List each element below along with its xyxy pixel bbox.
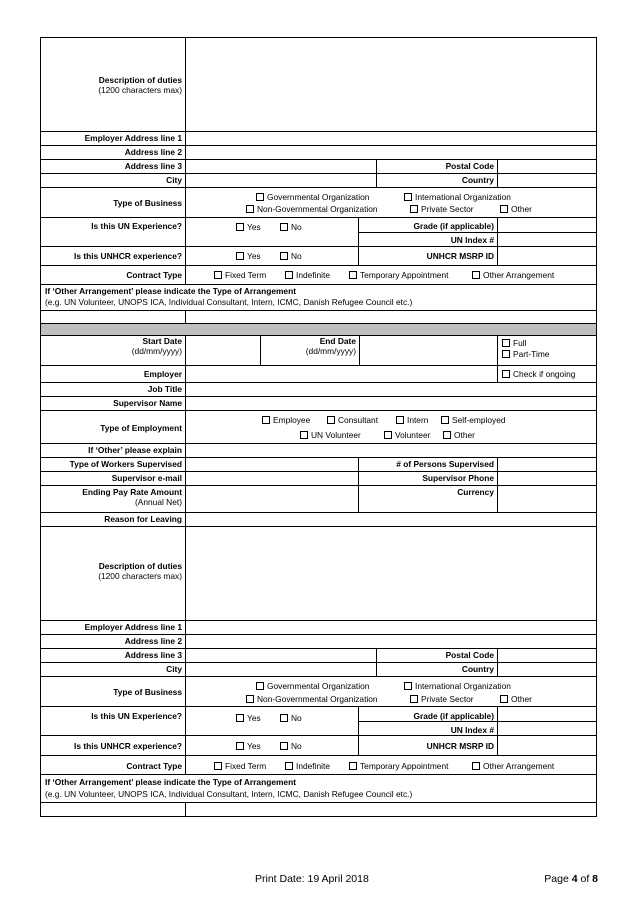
checkbox-icon	[246, 695, 254, 703]
un-experience-yes[interactable]: Yes	[230, 222, 261, 232]
other-arrangement-example: (e.g. UN Volunteer, UNOPS ICA, Individual Consultant, Intern, ICMC, Danish Refugee Council etc.)	[45, 297, 413, 307]
end-date-label: End Date (dd/mm/yyyy)	[305, 336, 356, 356]
checkbox-icon	[236, 742, 244, 750]
unhcr-experience-2-label: Is this UNHCR experience?	[74, 741, 182, 751]
checkbox-icon	[327, 416, 335, 424]
employment-option-intern[interactable]: Intern	[390, 415, 428, 425]
page-number: Page 4 of 8	[544, 873, 598, 885]
checkbox-icon	[441, 416, 449, 424]
business-option-governmental[interactable]: Governmental Organization	[250, 192, 369, 202]
address2-label: Address line 2	[124, 147, 182, 157]
checkbox-icon	[410, 205, 418, 213]
employment-form	[40, 37, 597, 817]
other-arrangement-input[interactable]	[185, 310, 597, 324]
business-option-private[interactable]: Private Sector	[404, 204, 474, 214]
description-2-input[interactable]	[185, 526, 597, 621]
unhcr-experience-2-options-cell	[185, 735, 359, 756]
full-time-option[interactable]: Full	[496, 338, 527, 348]
job-title-input[interactable]	[185, 382, 597, 397]
supervisor-phone-label: Supervisor Phone	[422, 473, 494, 483]
reason-for-leaving-label: Reason for Leaving	[104, 514, 182, 524]
unhcr-msrp-2-label: UNHCR MSRP ID	[426, 741, 494, 751]
country-label: Country	[461, 175, 494, 185]
address2-input[interactable]	[185, 145, 597, 160]
un-experience-options-cell	[185, 217, 359, 247]
ending-pay-label: Ending Pay Rate Amount (Annual Net)	[82, 487, 182, 507]
address3-input[interactable]	[185, 159, 377, 174]
checkbox-icon	[443, 431, 451, 439]
print-date: Print Date: 19 April 2018	[255, 873, 369, 885]
end-date-input[interactable]	[359, 335, 498, 366]
persons-supervised-label: # of Persons Supervised	[396, 459, 494, 469]
business-option-2-international[interactable]: International Organization	[398, 681, 511, 691]
unhcr-experience-yes[interactable]: Yes	[230, 251, 261, 261]
address3-2-input[interactable]	[185, 648, 377, 663]
checkbox-icon	[300, 431, 308, 439]
currency-label: Currency	[457, 487, 494, 497]
business-option-international[interactable]: International Organization	[398, 192, 511, 202]
checkbox-icon	[410, 695, 418, 703]
description-2-label: Description of duties (1200 characters max)	[98, 561, 182, 581]
checkbox-icon	[256, 193, 264, 201]
contract-type-2-label: Contract Type	[126, 761, 182, 771]
checkbox-icon	[214, 762, 222, 770]
unhcr-msrp-label: UNHCR MSRP ID	[426, 251, 494, 261]
grade-2-input[interactable]	[497, 706, 597, 722]
checkbox-icon	[280, 223, 288, 231]
employment-option-employee[interactable]: Employee	[256, 415, 310, 425]
checkbox-icon	[500, 205, 508, 213]
grade-2-label: Grade (if applicable)	[413, 711, 494, 721]
checkbox-icon	[472, 271, 480, 279]
checkbox-icon	[236, 714, 244, 722]
contract-option-2-indefinite[interactable]: Indefinite	[279, 761, 330, 771]
checkbox-icon	[384, 431, 392, 439]
job-title-label: Job Title	[147, 384, 182, 394]
checkbox-icon	[396, 416, 404, 424]
business-option-2-ngo[interactable]: Non-Governmental Organization	[240, 694, 378, 704]
un-experience-2-yes[interactable]: Yes	[230, 713, 261, 723]
workers-supervised-label: Type of Workers Supervised	[69, 459, 182, 469]
employment-option-consultant[interactable]: Consultant	[321, 415, 378, 425]
un-index-label: UN Index #	[450, 235, 494, 245]
supervisor-phone-input[interactable]	[497, 471, 597, 486]
checkbox-icon	[262, 416, 270, 424]
un-experience-label: Is this UN Experience?	[91, 221, 182, 231]
checkbox-icon	[500, 695, 508, 703]
address1-2-input[interactable]	[185, 620, 597, 635]
contract-option-other[interactable]: Other Arrangement	[466, 270, 554, 280]
unhcr-experience-options-cell	[185, 246, 359, 266]
other-arrangement-2-input[interactable]	[185, 802, 597, 817]
contract-option-2-fixed-term[interactable]: Fixed Term	[208, 761, 266, 771]
business-option-2-other[interactable]: Other	[494, 694, 532, 704]
row-cell	[40, 802, 186, 817]
city-label: City	[166, 175, 182, 185]
ending-pay-input[interactable]	[185, 485, 359, 513]
contract-option-2-other[interactable]: Other Arrangement	[466, 761, 554, 771]
checkbox-icon	[236, 252, 244, 260]
city-2-label: City	[166, 664, 182, 674]
business-option-other[interactable]: Other	[494, 204, 532, 214]
type-of-business-label: Type of Business	[113, 198, 182, 208]
checkbox-icon	[256, 682, 264, 690]
postal-code-input[interactable]	[497, 159, 597, 174]
contract-option-2-temporary[interactable]: Temporary Appointment	[343, 761, 448, 771]
address1-2-label: Employer Address line 1	[84, 622, 182, 632]
description-input[interactable]	[185, 37, 597, 132]
currency-input[interactable]	[497, 485, 597, 513]
un-index-input[interactable]	[497, 232, 597, 247]
supervisor-name-input[interactable]	[185, 396, 597, 411]
checkbox-icon	[285, 762, 293, 770]
employment-option-volunteer[interactable]: Volunteer	[378, 430, 430, 440]
grade-label: Grade (if applicable)	[413, 221, 494, 231]
un-experience-2-label: Is this UN Experience?	[91, 711, 182, 721]
unhcr-msrp-input[interactable]	[497, 246, 597, 266]
contract-type-label: Contract Type	[126, 270, 182, 280]
un-index-2-input[interactable]	[497, 721, 597, 736]
checkbox-icon	[349, 271, 357, 279]
city-input[interactable]	[185, 173, 377, 188]
checkbox-icon	[280, 742, 288, 750]
check-if-ongoing[interactable]: Check if ongoing	[496, 369, 575, 379]
contract-option-fixed-term[interactable]: Fixed Term	[208, 270, 266, 280]
address2-2-input[interactable]	[185, 634, 597, 649]
business-option-2-governmental[interactable]: Governmental Organization	[250, 681, 369, 691]
if-other-label: If ‘Other’ please explain	[88, 445, 182, 455]
unhcr-experience-2-yes[interactable]: Yes	[230, 741, 261, 751]
part-time-option[interactable]: Part-Time	[496, 349, 549, 359]
supervisor-name-label: Supervisor Name	[113, 398, 182, 408]
postal-code-2-label: Postal Code	[445, 650, 494, 660]
persons-supervised-input[interactable]	[497, 457, 597, 472]
supervisor-email-label: Supervisor e-mail	[111, 473, 182, 483]
postal-code-2-input[interactable]	[497, 648, 597, 663]
row-cell	[40, 310, 186, 324]
other-arrangement-2-label: If ‘Other Arrangement’ please indicate the Type of Arrangement	[45, 777, 296, 787]
unhcr-msrp-2-input[interactable]	[497, 735, 597, 756]
employer-input[interactable]	[185, 365, 498, 383]
address1-input[interactable]	[185, 131, 597, 146]
checkbox-icon	[472, 762, 480, 770]
other-arrangement-2-example: (e.g. UN Volunteer, UNOPS ICA, Individual Consultant, Intern, ICMC, Danish Refugee Council etc.)	[45, 789, 413, 799]
unhcr-experience-label: Is this UNHCR experience?	[74, 251, 182, 261]
postal-code-label: Postal Code	[445, 161, 494, 171]
grade-input[interactable]	[497, 217, 597, 233]
employment-option-self-employed[interactable]: Self-employed	[435, 415, 506, 425]
country-2-label: Country	[461, 664, 494, 674]
checkbox-icon	[246, 205, 254, 213]
address1-label: Employer Address line 1	[84, 133, 182, 143]
country-input[interactable]	[497, 173, 597, 188]
checkbox-icon	[236, 223, 244, 231]
un-experience-no[interactable]: No	[274, 222, 302, 232]
business-option-ngo[interactable]: Non-Governmental Organization	[240, 204, 378, 214]
reason-for-leaving-input[interactable]	[185, 512, 597, 527]
workers-supervised-input[interactable]	[185, 457, 359, 472]
un-experience-2-no[interactable]: No	[274, 713, 302, 723]
un-experience-2-options-cell	[185, 706, 359, 736]
supervisor-email-input[interactable]	[185, 471, 359, 486]
checkbox-icon	[404, 193, 412, 201]
city-2-input[interactable]	[185, 662, 377, 677]
checkbox-icon	[502, 339, 510, 347]
if-other-input[interactable]	[185, 443, 597, 458]
address3-label: Address line 3	[124, 161, 182, 171]
start-date-label: Start Date (dd/mm/yyyy)	[131, 336, 182, 356]
checkbox-icon	[214, 271, 222, 279]
checkbox-icon	[502, 350, 510, 358]
unhcr-experience-2-no[interactable]: No	[274, 741, 302, 751]
un-index-2-label: UN Index #	[450, 725, 494, 735]
other-arrangement-label: If ‘Other Arrangement’ please indicate the Type of Arrangement	[45, 286, 296, 296]
country-2-input[interactable]	[497, 662, 597, 677]
checkbox-icon	[285, 271, 293, 279]
type-of-employment-label: Type of Employment	[100, 423, 182, 433]
unhcr-experience-no[interactable]: No	[274, 251, 302, 261]
employment-option-other[interactable]: Other	[437, 430, 475, 440]
employer-label: Employer	[143, 369, 182, 379]
start-date-input[interactable]	[185, 335, 261, 366]
address3-2-label: Address line 3	[124, 650, 182, 660]
description-label: Description of duties (1200 characters max)	[98, 75, 182, 95]
checkbox-icon	[404, 682, 412, 690]
checkbox-icon	[280, 714, 288, 722]
business-option-2-private[interactable]: Private Sector	[404, 694, 474, 704]
type-of-business-2-label: Type of Business	[113, 687, 182, 697]
checkbox-icon	[502, 370, 510, 378]
contract-option-indefinite[interactable]: Indefinite	[279, 270, 330, 280]
checkbox-icon	[280, 252, 288, 260]
address2-2-label: Address line 2	[124, 636, 182, 646]
employment-option-un-volunteer[interactable]: UN Volunteer	[294, 430, 361, 440]
checkbox-icon	[349, 762, 357, 770]
contract-option-temporary[interactable]: Temporary Appointment	[343, 270, 448, 280]
